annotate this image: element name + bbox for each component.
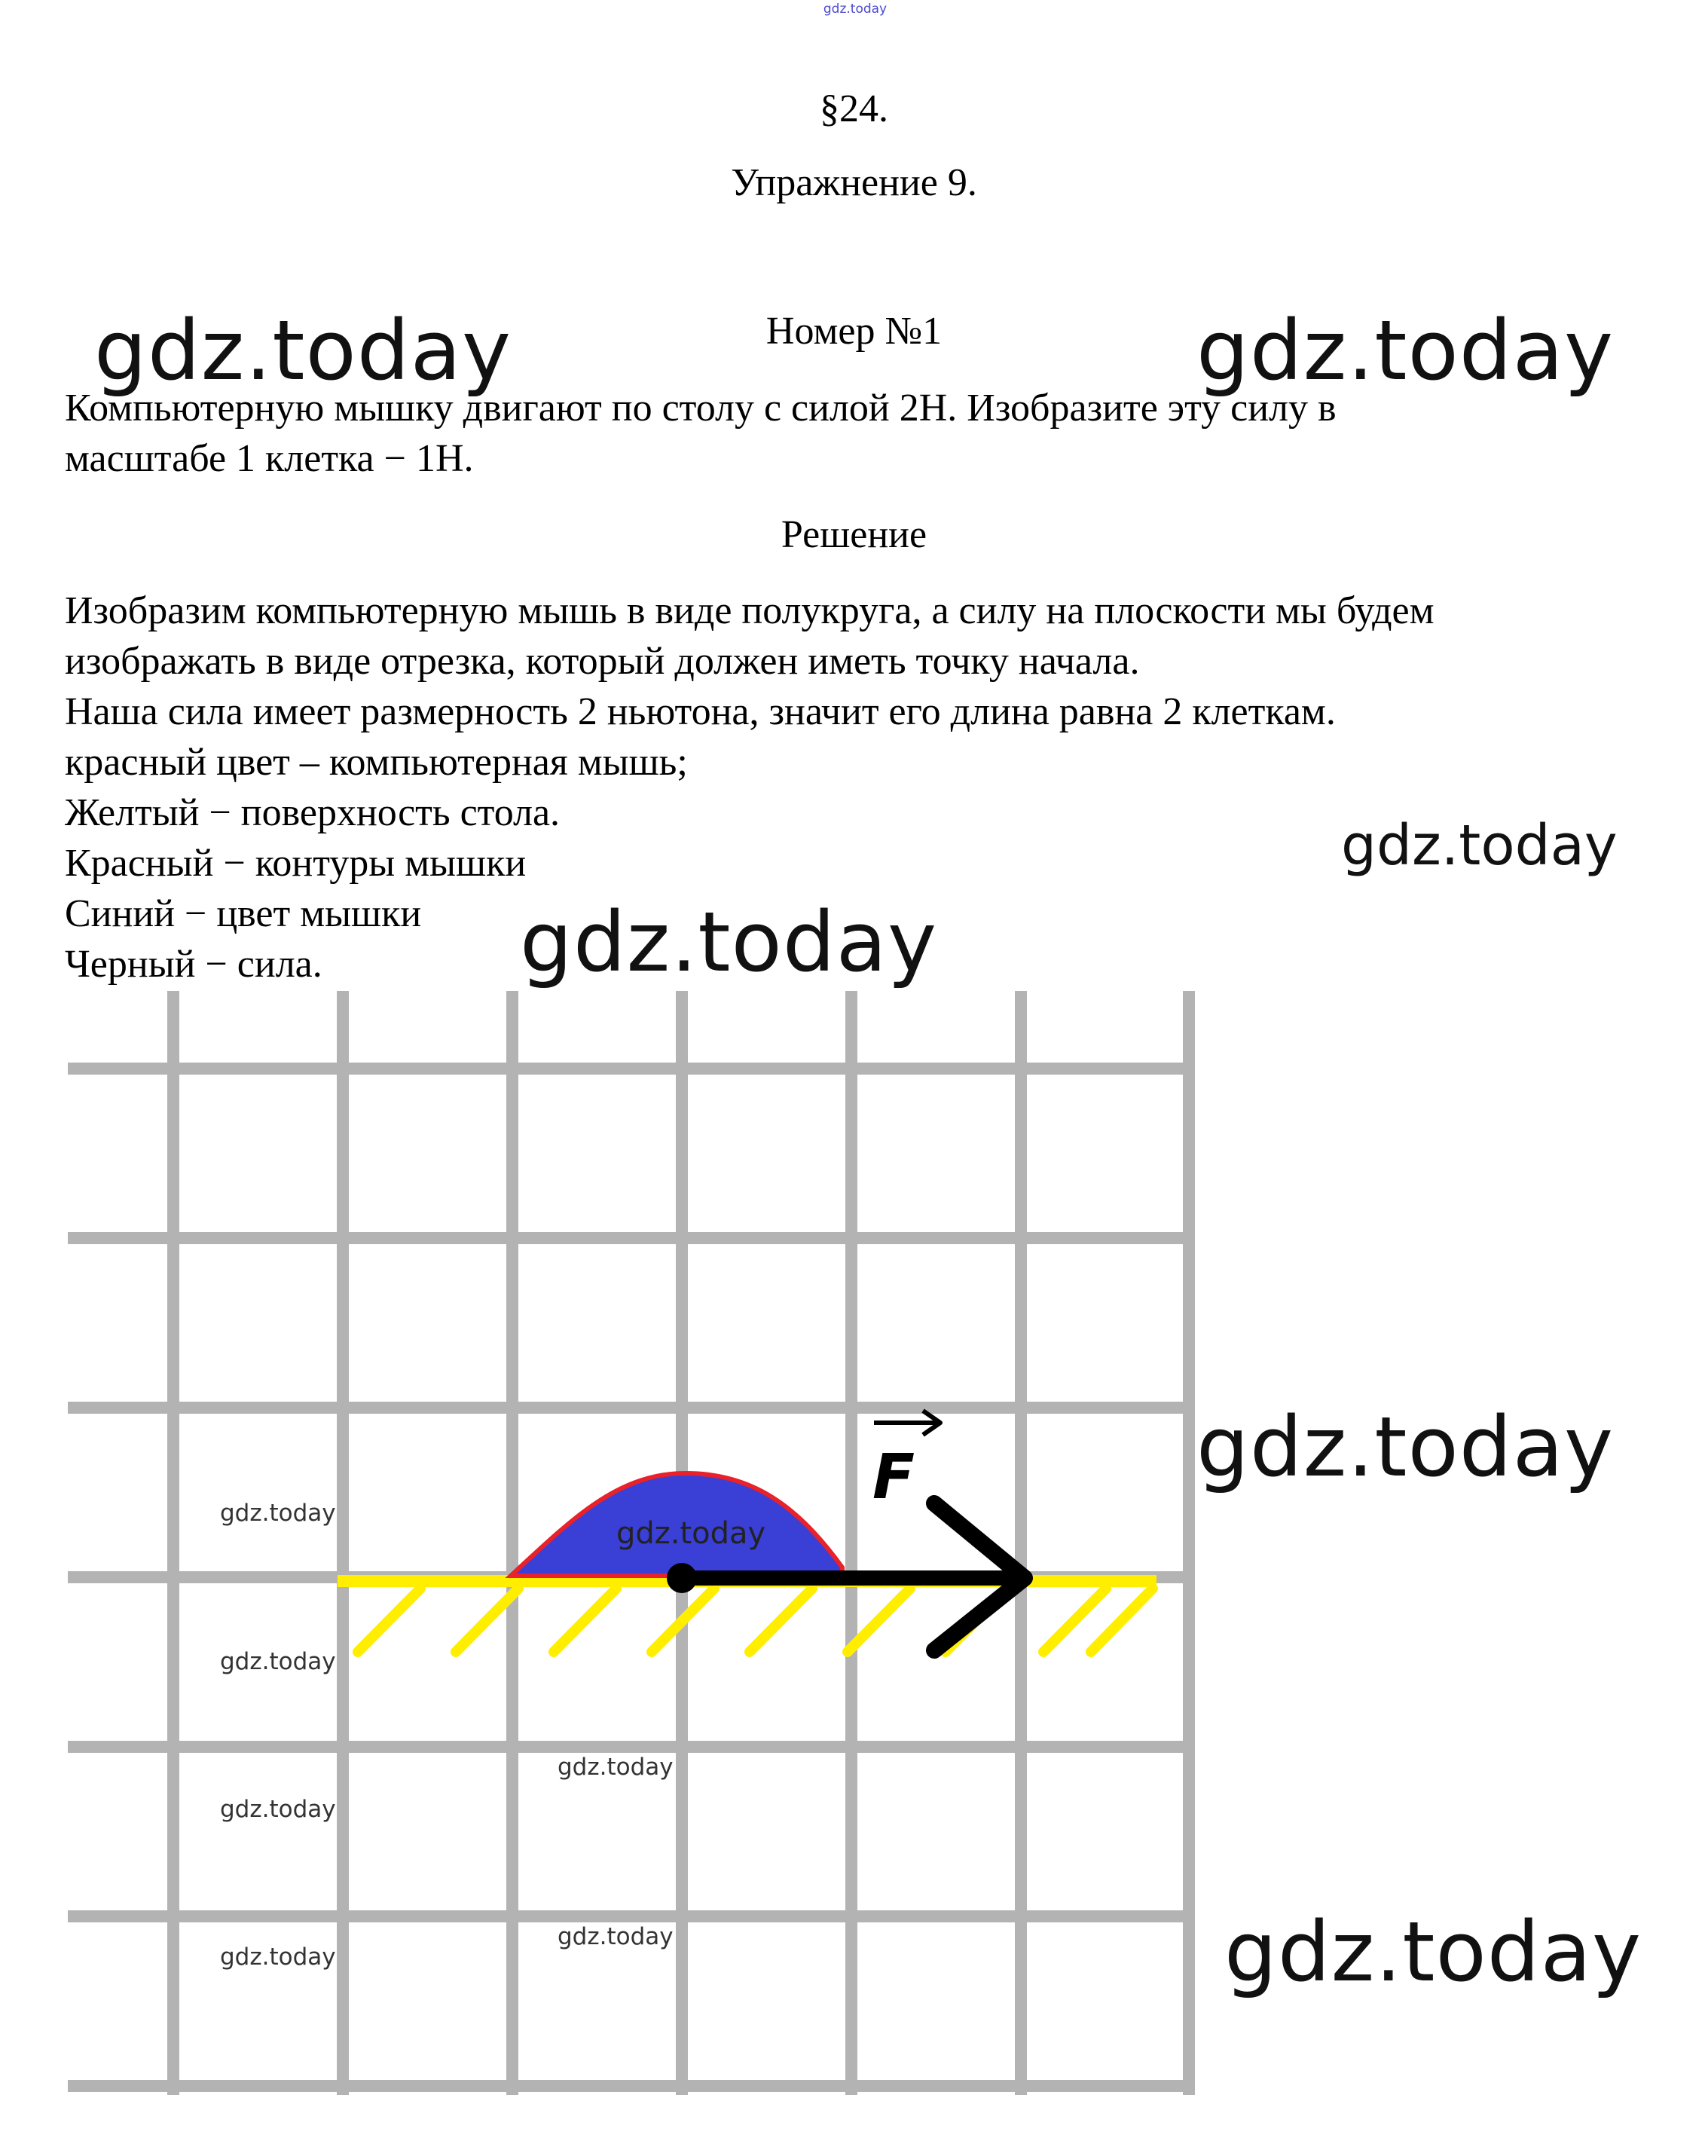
solution-line-5: Желтый − поверхность стола.: [65, 791, 561, 834]
watermark-small-1: gdz.today: [220, 1500, 336, 1527]
solution-line-1: Изобразим компьютерную мышь в виде полукруга, а силу на плоскости мы будем: [65, 589, 1435, 632]
table-surface: [338, 1581, 1156, 1652]
section-number: §24.: [820, 87, 888, 130]
solution-line-2: изображать в виде отрезка, который должен иметь точку начала.: [65, 640, 1140, 683]
watermark-small-2: gdz.today: [220, 1648, 336, 1675]
watermark-center: gdz.today: [520, 894, 938, 990]
solution-line-4: красный цвет – компьютерная мышь;: [65, 741, 688, 784]
solution-line-3: Наша сила имеет размерность 2 ньютона, значит его длина равна 2 клеткам.: [65, 690, 1336, 733]
exercise-title: Упражнение 9.: [731, 161, 977, 204]
watermark-right-figure: gdz.today: [1196, 1399, 1615, 1495]
solution-line-7: Синий − цвет мышки: [65, 892, 422, 935]
watermark-mouse: gdz.today: [616, 1516, 766, 1551]
solution-line-6: Красный − контуры мышки: [65, 842, 527, 885]
solution-line-8: Черный − сила.: [65, 943, 322, 986]
watermark-small-4: gdz.today: [220, 1943, 336, 1971]
watermark-small-3: gdz.today: [220, 1796, 336, 1823]
watermark-top-right: gdz.today: [1196, 302, 1615, 399]
problem-number: Номер №1: [765, 310, 943, 353]
watermark-right-mid: gdz.today: [1341, 813, 1618, 878]
problem-line-1: Компьютерную мышку двигают по столу с силой 2Н. Изобразите эту силу в: [65, 387, 1337, 430]
watermark-bottom-right: gdz.today: [1224, 1904, 1642, 2000]
force-origin-point: [667, 1563, 697, 1593]
top-watermark: gdz.today: [823, 2, 888, 17]
force-label-text: F: [872, 1442, 915, 1513]
watermark-top-left: gdz.today: [94, 302, 512, 399]
table-hatching: [358, 1589, 1153, 1652]
watermark-small-6: gdz.today: [558, 1923, 674, 1950]
solution-title: Решение: [781, 513, 927, 556]
watermark-small-5: gdz.today: [558, 1754, 674, 1781]
problem-line-2: масштабе 1 клетка − 1Н.: [65, 437, 474, 480]
